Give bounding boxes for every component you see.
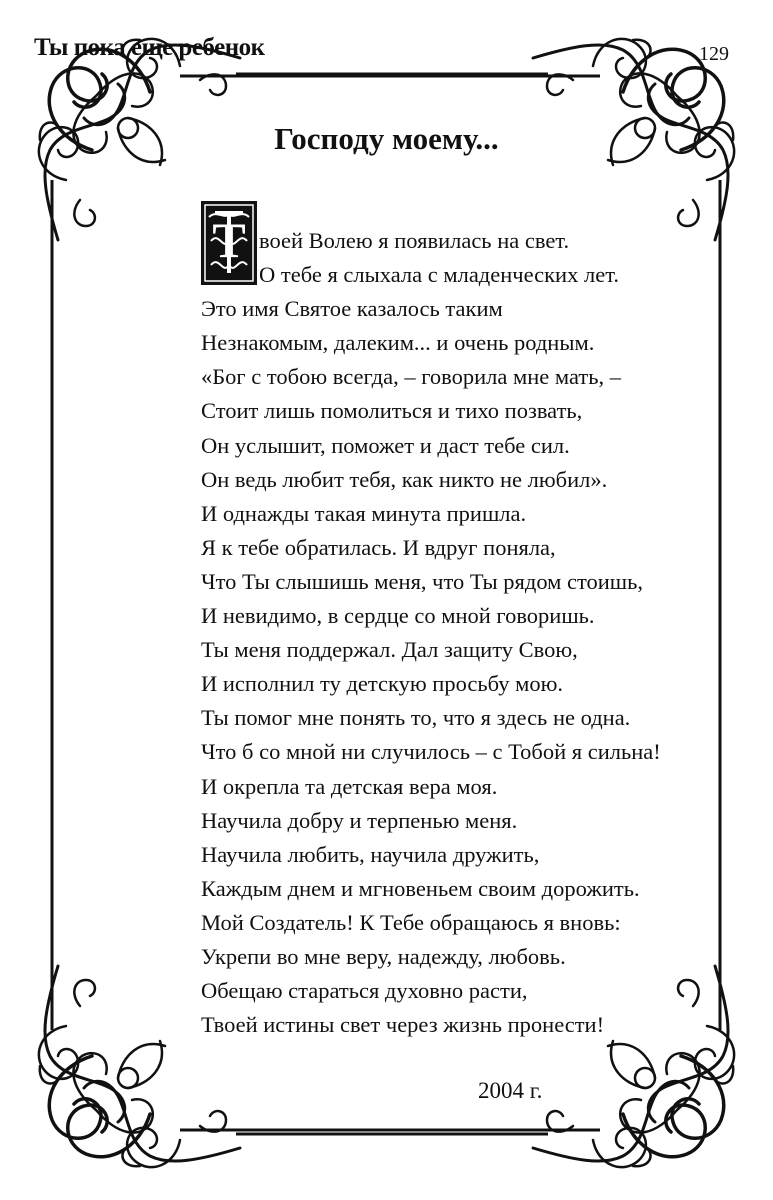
poem-line: Твоей истины свет через жизнь пронести! (201, 1012, 605, 1038)
poem-date: 2004 г. (478, 1078, 543, 1103)
poem-line: Стоит лишь помолиться и тихо позвать, (201, 398, 583, 424)
poem-line: Он ведь любит тебя, как никто не любил». (201, 466, 608, 492)
poem-line: Ты помог мне понять то, что я здесь не одна. (201, 705, 631, 731)
poem-line: И невидимо, в сердце со мной говоришь. (201, 603, 595, 629)
drop-cap-letter: Т (212, 212, 246, 268)
poem-line: Ты меня поддержал. Дал защиту Свою, (201, 637, 578, 663)
poem-line: Это имя Святое казалось таким (201, 296, 503, 322)
poem-line: Он услышит, поможет и даст тебе сил. (201, 432, 570, 458)
poem-line: «Бог с тобою всегда, – говорила мне мать, – (201, 364, 621, 390)
poem-line: Научила добру и терпенью меня. (201, 807, 518, 833)
poem-line: Мой Создатель! К Тебе обращаюсь я вновь: (201, 909, 621, 935)
poem-line: Незнакомым, далеким... и очень родным. (201, 330, 595, 356)
poem-line: Что б со мной ни случилось – с Тобой я сильна! (201, 739, 661, 765)
poem-line: О тебе я слыхала с младенческих лет. (259, 262, 619, 288)
running-head: Ты пока еще ребенок (34, 34, 265, 61)
poem-line: И исполнил ту детскую просьбу мою. (201, 671, 564, 697)
poem-line: Укрепи во мне веру, надежду, любовь. (201, 943, 566, 969)
page-number: 129 (699, 43, 729, 65)
poem-line: воей Волею я появилась на свет. (259, 228, 570, 253)
poem-line: Научила любить, научила дружить, (201, 841, 540, 867)
poem-line: Обещаю стараться духовно расти, (201, 978, 528, 1004)
poem-title: Господу моему... (274, 121, 499, 156)
poem-line: Я к тебе обратилась. И вдруг поняла, (201, 534, 556, 560)
poem-line: Каждым днем и мгновеньем своим дорожить. (201, 875, 640, 901)
poem-line: Что Ты слышишь меня, что Ты рядом стоишь, (201, 568, 644, 594)
poem-line: И окрепла та детская вера моя. (201, 773, 498, 799)
poem-line: И однажды такая минута пришла. (201, 500, 527, 526)
poem-body (201, 224, 721, 1042)
